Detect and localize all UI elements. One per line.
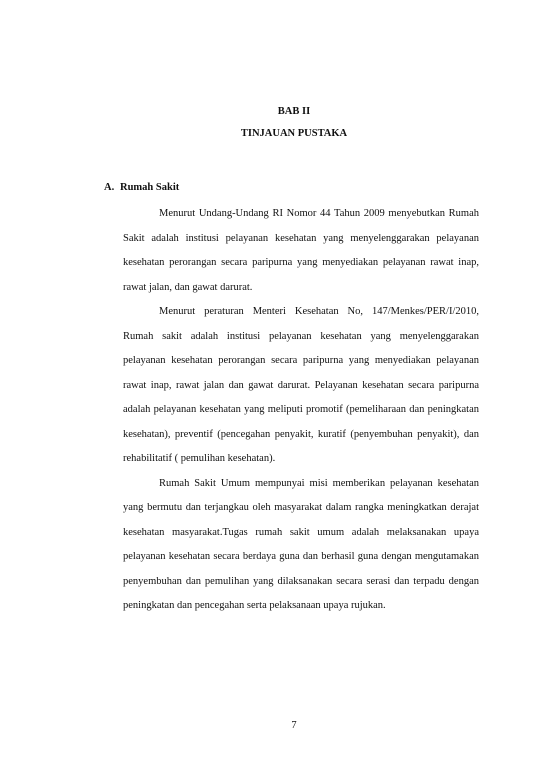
chapter-title: TINJAUAN PUSTAKA [240,128,348,139]
paragraph-definition-permenkes: Menurut peraturan Menteri Kesehatan No, 147/Menkes/PER/I/2010, Rumah sakit adalah institusi pelayanan kesehatan yang menyelenggarakan pelayanan kesehatan perorangan secara paripurna yang menyediakan pelayanan rawat inap, rawat jalan dan gawat darurat. Pelayanan kesehatan secara paripurna adalah pelayanan kesehatan yang meliputi promotif (pemeliharaan dan peningkatan kesehatan), preventif (pencegahan penyakit, kuratif (penyembuhan penyakit), dan rehabilitatif ( pemulihan kesehatan). [123,306,479,464]
chapter-number: BAB II [277,106,311,117]
section-letter: A. [104,182,115,193]
section-heading [104,182,179,193]
paragraph-definition-uu: Menurut Undang-Undang RI Nomor 44 Tahun 2009 menyebutkan Rumah Sakit adalah institusi pelayanan kesehatan yang menyelenggarakan pelayanan kesehatan perorangan secara paripurna yang menyediakan pelayanan rawat inap, rawat jalan, dan gawat darurat. [123,208,479,293]
section-title: Rumah Sakit [120,182,180,193]
body-text [123,202,479,619]
paragraph-mission: Rumah Sakit Umum mempunyai misi memberikan pelayanan kesehatan yang bermutu dan terjangkau oleh masyarakat dalam rangka meningkatkan derajat kesehatan masyarakat.Tugas rumah sakit umum adalah melaksanakan upaya pelayanan kesehatan secara berdaya guna dan berhasil guna dengan mengutamakan penyembuhan dan pemulihan yang dilaksanakan secara serasi dan terpadu dengan peningkatan dan pencegahan serta pelaksanaan upaya rujukan. [123,477,479,611]
page-number: 7 [291,720,297,731]
